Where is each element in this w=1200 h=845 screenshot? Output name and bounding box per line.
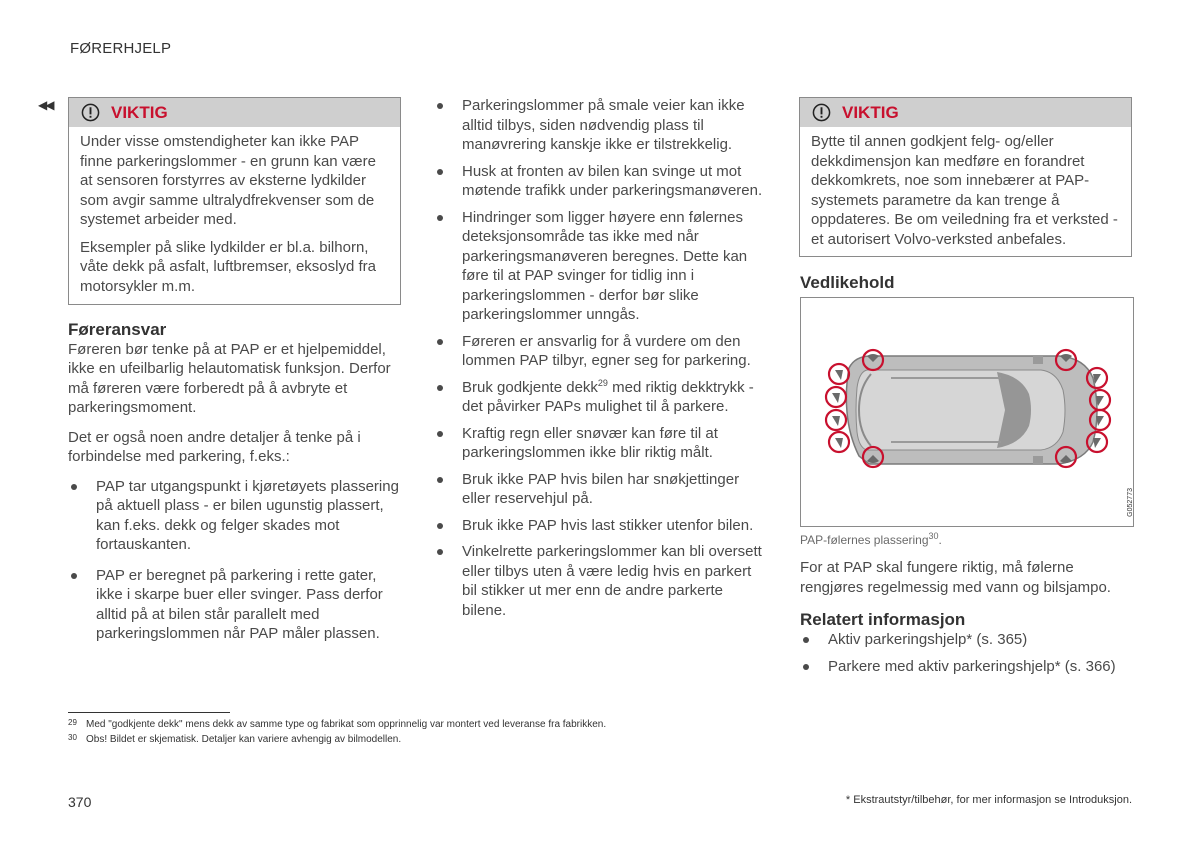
warning-paragraph: Under visse omstendigheter kan ikke PAP finne parkeringslommer - en grunn kan være at sensoren forstyrres av eksterne lydkilder som avgir samme ultralydfrekvenser som de systemet arbeider med.	[80, 133, 376, 228]
warning-box-sensors	[68, 97, 401, 305]
warning-body	[69, 127, 400, 296]
paragraph: Det er også noen andre detaljer å tenke på i forbindelse med parkering, f.eks.:	[68, 428, 361, 465]
list-item: Vinkelrette parkeringslommer kan bli oversett eller tilbys uten å være ledig hvis en parkert bil stikker ut mer enn de andre parkerte bilene.	[434, 542, 764, 620]
list-item-text: Bruk godkjente dekk	[462, 378, 598, 396]
side-mirror	[1033, 356, 1043, 364]
section-heading: Føreransvar	[68, 320, 167, 339]
list-item-text: med riktig dekktrykk - det påvirker PAPs mulighet til å parkere.	[462, 378, 754, 415]
related-list	[800, 630, 1140, 676]
footnote-divider	[68, 712, 230, 713]
footnote-number: 29	[68, 718, 77, 727]
list-item: Føreren er ansvarlig for å vurdere om den lommen PAP tilbyr, egner seg for parkering.	[434, 332, 764, 371]
warning-paragraph: Eksempler på slike lydkilder er bl.a. bilhorn, våte dekk på asfalt, luftbremser, eksoslyd fra motorsykler m.m.	[80, 238, 376, 295]
list-item: Hindringer som ligger høyere enn følernes deteksjonsområde tas ikke med når parkeringsmanøveren beregnes. Dette kan føre til at PAP svinger for tidlig inn i parkeringslommen - derfor bør slike parkeringslommer unngås.	[434, 208, 764, 325]
continued-mark: ◀◀	[38, 98, 53, 112]
driver-responsibility-section	[68, 320, 399, 644]
maintenance-paragraph: For at PAP skal fungere riktig, må følerne rengjøres regelmessig med vann og bilsjampo.	[800, 559, 1111, 596]
footnote-ref: 30	[928, 531, 939, 541]
car-top-view-illustration	[801, 298, 1133, 526]
list-item: PAP tar utgangspunkt i kjøretøyets plassering på aktuell plass - er bilen ugunstig plassert, kan f.eks. dekk og felger skades mot fortauskanten.	[68, 477, 399, 555]
footnote-number: 30	[68, 733, 77, 742]
footnote-text: Med "godkjente dekk" mens dekk av samme type og fabrikat som opprinnelig var montert ved leveranse fra fabrikken.	[86, 719, 607, 730]
footer-note: * Ekstrautstyr/tilbehør, for mer informasjon se Introduksjon.	[845, 794, 1132, 806]
figure-caption	[800, 533, 942, 547]
list-item: Bruk ikke PAP hvis last stikker utenfor bilen.	[434, 516, 764, 536]
page-number: 370	[68, 794, 92, 810]
bullet-list	[68, 477, 399, 644]
warning-header	[800, 98, 1131, 127]
list-item: Kraftig regn eller snøvær kan føre til at parkeringslommen ikke blir riktig målt.	[434, 424, 764, 463]
car-roof	[856, 370, 1065, 450]
figure-code: G052773	[1127, 488, 1134, 517]
related-heading: Relatert informasjon	[800, 610, 966, 629]
warning-title: VIKTIG	[111, 102, 168, 122]
sensor-placement-figure	[800, 297, 1134, 527]
exclamation-circle-icon	[81, 103, 100, 122]
footnote-text: Obs! Bildet er skjematisk. Detaljer kan variere avhengig av bilmodellen.	[86, 734, 402, 745]
warning-header	[69, 98, 400, 127]
side-mirror	[1033, 456, 1043, 464]
footnote	[68, 733, 401, 745]
related-link-park-with-active-assist[interactable]: Parkere med aktiv parkeringshjelp* (s. 366)	[800, 657, 1140, 677]
paragraph: Føreren bør tenke på at PAP er et hjelpemiddel, ikke en ufeilbarlig helautomatisk funksjon. Derfor må føreren være forberedt på å avbryte et parkeringsmoment.	[68, 340, 391, 416]
warning-paragraph: Bytte til annen godkjent felg- og/eller dekkdimensjon kan medføre en forandret dekkomkrets, noe som innebærer at PAP-systemets parametre da kan trenge å oppdateres. Be om veiledning fra et verksted - et autorisert Volvo-verksted anbefales.	[811, 133, 1118, 248]
list-item	[434, 378, 764, 417]
related-section	[800, 630, 1140, 676]
parking-notes-column	[434, 96, 764, 620]
bullet-list	[434, 96, 764, 620]
related-link-active-parking-assist[interactable]: Aktiv parkeringshjelp* (s. 365)	[800, 630, 1140, 650]
list-item: Bruk ikke PAP hvis bilen har snøkjettinger eller reservehjul på.	[434, 470, 764, 509]
list-item: Parkeringslommer på smale veier kan ikke alltid tilbys, siden nødvendig plass til manøvrering kanskje ikke er tilstrekkelig.	[434, 96, 764, 155]
exclamation-circle-icon	[812, 103, 831, 122]
warning-title: VIKTIG	[842, 102, 899, 122]
footnote-ref: 29	[597, 377, 608, 388]
footnote	[68, 718, 606, 730]
list-item: PAP er beregnet på parkering i rette gater, ikke i skarpe buer eller svinger. Pass derfor alltid på at bilen står parallelt med parkeringslommen når PAP måler plassen.	[68, 566, 399, 644]
warning-box-tires	[799, 97, 1132, 257]
warning-body	[800, 127, 1131, 249]
section-header: FØRERHJELP	[70, 40, 172, 57]
maintenance-heading: Vedlikehold	[800, 273, 895, 292]
list-item: Husk at fronten av bilen kan svinge ut mot møtende trafikk under parkeringsmanøveren.	[434, 162, 764, 201]
caption-text: PAP-følernes plassering	[800, 533, 929, 547]
caption-text: .	[938, 533, 942, 547]
